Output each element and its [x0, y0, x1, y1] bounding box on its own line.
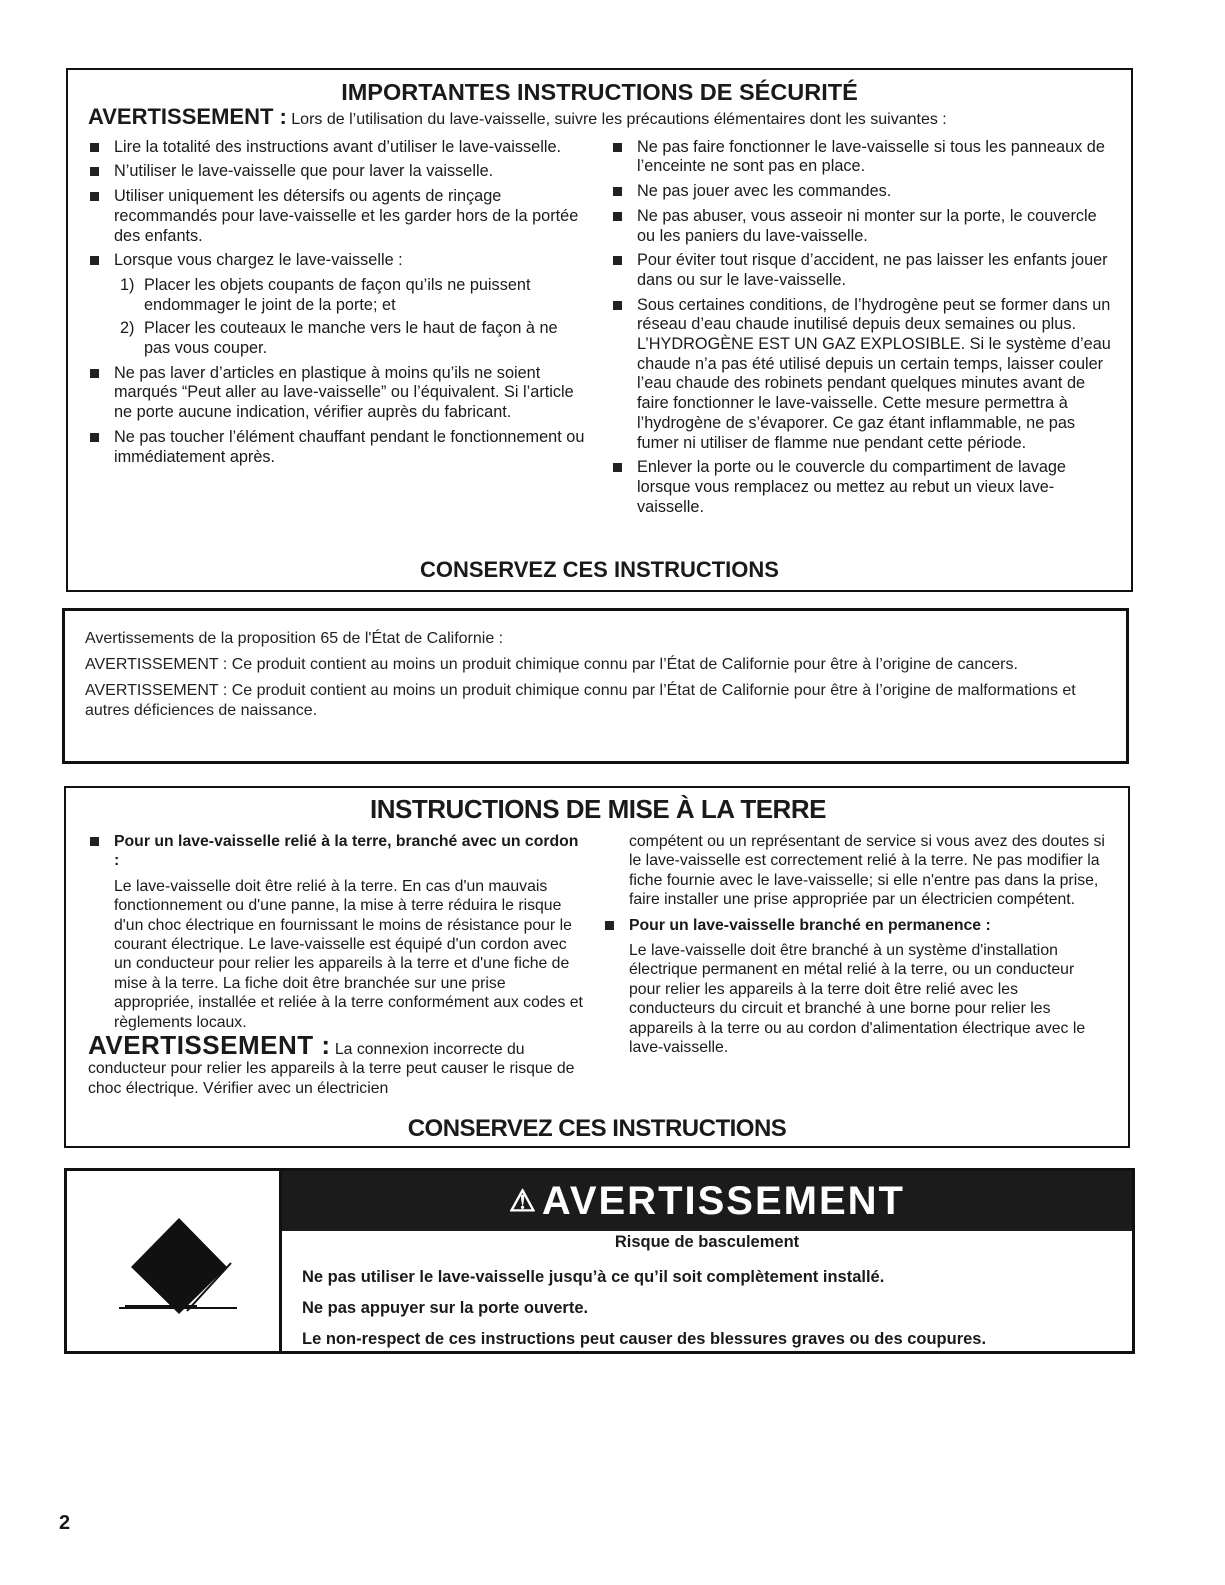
- sub-item: [120, 276, 588, 315]
- grounding-right-column: [603, 832, 1108, 1098]
- grounding-continued-text: compétent ou un représentant de service si vous avez des doutes si le lave-vaisselle est correctement relié à la terre. Ne pas modifier la fiche fournie avec le lave-vaisselle; si elle n'entre pas dans la prise, faire installer une prise appropriée par un électricien compétent.: [629, 833, 1105, 909]
- tip-banner: [282, 1171, 1132, 1231]
- grounding-cord-heading: Pour un lave-vaisselle relié à la terre, branché avec un cordon :: [114, 833, 579, 870]
- tip-line-2: Ne pas appuyer sur la porte ouverte.: [302, 1299, 589, 1317]
- safety-warning-label: AVERTISSEMENT :: [88, 104, 287, 129]
- grounding-title: INSTRUCTIONS DE MISE À LA TERRE: [370, 794, 826, 824]
- safety-section: [66, 68, 1133, 592]
- grounding-left-column: [88, 832, 588, 1098]
- safety-footer: CONSERVEZ CES INSTRUCTIONS: [420, 557, 779, 583]
- tip-line-1: Ne pas utiliser le lave-vaisselle jusqu’à ce qu’il soit complètement installé.: [302, 1268, 885, 1286]
- grounding-permanent-heading: Pour un lave-vaisselle branché en permanence :: [629, 916, 991, 934]
- sub-item-number: 1): [120, 275, 135, 294]
- tip-line-3: Le non-respect de ces instructions peut causer des blessures graves ou des coupures.: [302, 1330, 987, 1348]
- list-item: Ne pas abuser, vous asseoir ni monter sur la porte, le couvercle ou les paniers du lave-vaisselle.: [611, 207, 1111, 246]
- list-item: Ne pas faire fonctionner le lave-vaisselle si tous les panneaux de l’enceinte ne sont pas en place.: [611, 138, 1111, 177]
- grounding-warning-text: La connexion incorrecte du conducteur pour relier les appareils à la terre peut causer le risque de choc électrique. Vérifier avec un électricien: [88, 1041, 575, 1097]
- prop65-section: [62, 608, 1129, 764]
- list-item: Lire la totalité des instructions avant d’utiliser le lave-vaisselle.: [88, 138, 588, 158]
- list-item: Ne pas jouer avec les commandes.: [611, 182, 1111, 202]
- grounding-footer: CONSERVEZ CES INSTRUCTIONS: [407, 1114, 787, 1142]
- list-item: Enlever la porte ou le couvercle du compartiment de lavage lorsque vous remplacez ou mettez au rebut un vieux lave-vaisselle.: [611, 458, 1111, 517]
- grounding-cord-text: Le lave-vaisselle doit être relié à la terre. En cas d'un mauvais fonctionnement ou d'une panne, la mise à terre réduira le risque d'un choc électrique en fournissant le moins de résistance pour le courant électrique. Le lave-vaisselle est équipé d'un cordon avec un conducteur pour relier les appareils à la terre et d'une fiche de mise à la terre. La fiche doit être branchée sur une prise appropriée, installée et reliée à la terre conformément aux codes et règlements locaux.: [114, 877, 583, 1031]
- list-item-text: Lorsque vous chargez le lave-vaisselle :: [114, 251, 403, 270]
- list-item: Utiliser uniquement les détersifs ou agents de rinçage recommandés pour lave-vaisselle et les garder hors de la portée des enfants.: [88, 187, 588, 246]
- list-item: Pour éviter tout risque d’accident, ne pas laisser les enfants jouer dans ou sur le lave-vaisselle.: [611, 251, 1111, 290]
- warning-triangle-icon: ⚠: [509, 1184, 538, 1218]
- grounding-permanent-text: Le lave-vaisselle doit être branché à un système d'installation électrique permanent en métal relié à la terre, ou un conducteur pour relier les appareils à la terre doit être relié avec les conducteurs du circuit et branché à une borne pour relier les appareils à la terre ou au cordon d'alimentation électrique avec le lave-vaisselle.: [629, 942, 1086, 1057]
- list-item: [88, 832, 588, 1032]
- prop65-warning-cancer: AVERTISSEMENT : Ce produit contient au moins un produit chimique connu par l’État de Californie pour être à l’origine de cancers.: [85, 656, 1018, 673]
- tip-warning-section: [64, 1168, 1135, 1354]
- safety-warning-intro: [88, 104, 1111, 130]
- sub-item-text: Placer les objets coupants de façon qu’ils ne puissent endommager le joint de la porte; et: [144, 275, 531, 314]
- safety-title: IMPORTANTES INSTRUCTIONS DE SÉCURITÉ: [341, 79, 858, 105]
- sub-list: [114, 276, 588, 359]
- grounding-warning: [88, 1030, 588, 1098]
- tipping-dishwasher-icon: [67, 1171, 279, 1351]
- safety-warning-text: Lors de l’utilisation du lave-vaisselle, suivre les précautions élémentaires dont les suivantes :: [291, 111, 947, 128]
- list-item: Ne pas toucher l’élément chauffant pendant le fonctionnement ou immédiatement après.: [88, 428, 588, 467]
- list-item: Sous certaines conditions, de l’hydrogène peut se former dans un réseau d’eau chaude inutilisé depuis deux semaines ou plus. L’HYDROGÈNE EST UN GAZ EXPLOSIBLE. Si le système d’eau chaude n’a pas été utilisé depuis un certain temps, laisser couler l’eau chaude des robinets pendant quelques minutes avant de faire fonctionner le lave-vaisselle. Cette mesure permettra à l’hydrogène de s’évaporer. Ce gaz étant inflammable, ne pas fumer ni utiliser de flamme nue pendant cette période.: [611, 296, 1111, 454]
- safety-left-column: [88, 138, 588, 523]
- tip-icon-panel: [67, 1171, 282, 1351]
- tip-lines: [302, 1262, 1122, 1355]
- safety-right-column: [611, 138, 1111, 523]
- grounding-section: [64, 786, 1130, 1148]
- list-item: Ne pas laver d’articles en plastique à moins qu’ils ne soient marqués “Peut aller au lave-vaisselle” ou l’équivalent. Si l’article ne porte aucune indication, vérifier auprès du fabricant.: [88, 364, 588, 423]
- sub-item-number: 2): [120, 319, 135, 338]
- prop65-title: Avertissements de la proposition 65 de l'État de Californie :: [85, 630, 504, 647]
- tip-subtitle: Risque de basculement: [614, 1233, 800, 1251]
- tip-content: [282, 1171, 1132, 1351]
- sub-item: [120, 319, 588, 358]
- grounding-warning-label: AVERTISSEMENT :: [88, 1030, 331, 1061]
- list-item: N’utiliser le lave-vaisselle que pour laver la vaisselle.: [88, 162, 588, 182]
- sub-item-text: Placer les couteaux le manche vers le haut de façon à ne pas vous couper.: [144, 319, 558, 358]
- list-item: [603, 916, 1108, 1058]
- prop65-warning-birth: AVERTISSEMENT : Ce produit contient au moins un produit chimique connu par l’État de Californie pour être à l’origine de malformations et autres déficiences de naissance.: [85, 682, 1076, 719]
- page-number: 2: [59, 1512, 71, 1534]
- tip-banner-text: AVERTISSEMENT: [541, 1178, 905, 1223]
- list-item: [88, 251, 588, 359]
